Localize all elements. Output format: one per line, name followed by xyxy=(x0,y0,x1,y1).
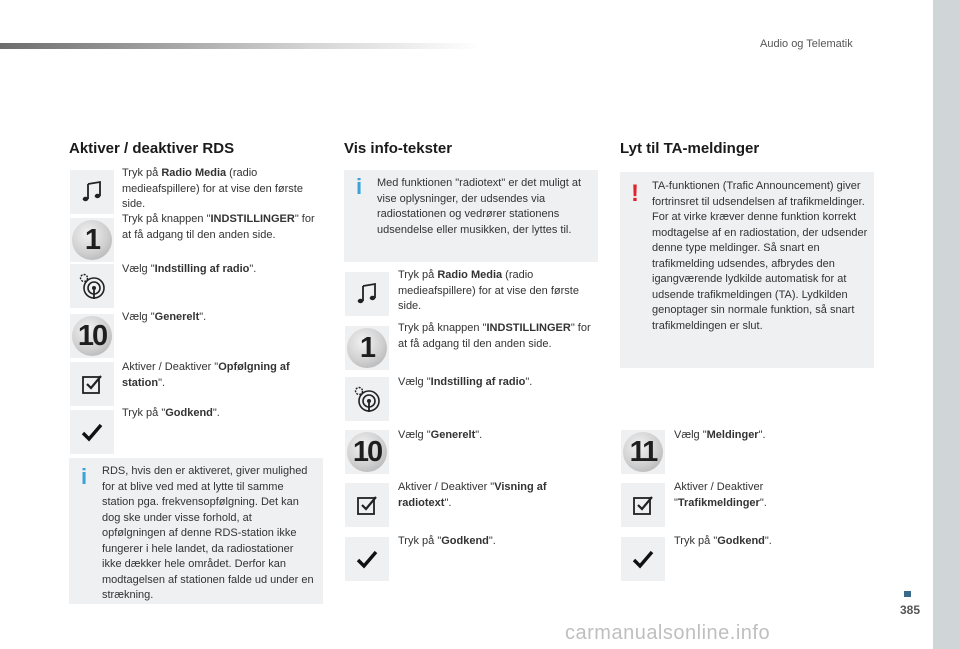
step-text: Vælg "Indstilling af radio". xyxy=(122,263,257,275)
step-text: Tryk på knappen "INDSTILLINGER" for at få adgang til den anden side. xyxy=(398,322,591,350)
step-text: Aktiver / Deaktiver "Opfølgning af station". xyxy=(122,361,290,389)
step-text: Tryk på "Godkend". xyxy=(398,535,496,547)
page-number: 385 xyxy=(900,603,921,617)
radio-icon-box xyxy=(70,264,114,308)
rds-info-note xyxy=(69,458,323,604)
radio-settings-icon xyxy=(77,271,107,301)
step-text: Tryk på Radio Media (radio medieafspillere) for at vise den første side. xyxy=(398,269,579,312)
info-icon: i xyxy=(356,174,363,199)
checkbox-icon xyxy=(631,493,655,517)
step-text: Vælg "Indstilling af radio". xyxy=(398,376,533,388)
step-text: Tryk på "Godkend". xyxy=(674,535,772,547)
step-text: Vælg "Generelt". xyxy=(398,429,483,441)
step-text: Vælg "Generelt". xyxy=(122,311,207,323)
music-icon-box xyxy=(70,170,114,214)
music-note-icon xyxy=(355,282,379,306)
ta-warning-note xyxy=(620,172,874,368)
watermark: carmanualsonline.info xyxy=(565,622,771,644)
checkbox-icon-box xyxy=(621,483,665,527)
checkbox-icon xyxy=(355,493,379,517)
info-icon: i xyxy=(81,464,88,489)
step-badge-10 xyxy=(345,430,389,474)
checkbox-icon-box xyxy=(345,483,389,527)
checkbox-icon xyxy=(80,372,104,396)
checkmark-icon xyxy=(355,547,379,571)
side-strip xyxy=(933,0,960,649)
step-number: 11 xyxy=(623,432,663,472)
step-text: Tryk på knappen "INDSTILLINGER" for at få adgang til den anden side. xyxy=(122,213,315,241)
step-number: 1 xyxy=(72,220,112,260)
check-icon-box xyxy=(345,537,389,581)
check-icon-box xyxy=(621,537,665,581)
note-text: TA-funktionen (Trafic Announcement) giver fortrinsret til udsendelsen af trafikmeldinger. For at virke kræver denne funktion korrekt modtagelse af en radiostation, der udsender denne type meldinger. Så snart en trafikmelding udsendes, afbrydes den igangværende lydkilde automatisk for at udsende trafikmeldingen (TA). Lydkilden genoptager sin normale funktion, så snart trafikmeldingen er slut. xyxy=(652,180,868,332)
note-text: RDS, hvis den er aktiveret, giver mulighed for at blive ved med at lytte til samme station pga. frekvensopfølgning. Det kan dog ske under visse forhold, at opfølgningen af denne RDS-station ikke fungerer i hele landet, da radiostationer ikke dækker hele området. Derfor kan modtagelsen af stationen falde ud under en strækning. xyxy=(102,465,314,601)
note-text: Med funktionen "radiotext" er det muligt at vise oplysninger, der udsendes via radiostationen og vedrører stationens udsendelse eller musikken, der lyttes til. xyxy=(377,177,582,236)
section-heading-ta: Lyt til TA-meldinger xyxy=(620,140,760,157)
step-number: 10 xyxy=(72,316,112,356)
step-badge-11 xyxy=(621,430,665,474)
step-text: Tryk på "Godkend". xyxy=(122,407,220,419)
step-number: 10 xyxy=(347,432,387,472)
checkmark-icon xyxy=(80,420,104,444)
step-text: Tryk på Radio Media (radio medieafspillere) for at vise den første side. xyxy=(122,167,303,210)
section-heading-rds: Aktiver / deaktiver RDS xyxy=(69,140,235,157)
radio-settings-icon xyxy=(352,384,382,414)
step-badge-10 xyxy=(70,314,114,358)
radio-icon-box xyxy=(345,377,389,421)
music-note-icon xyxy=(80,180,104,204)
checkbox-icon-box xyxy=(70,362,114,406)
step-text: Aktiver / Deaktiver "Trafikmeldinger". xyxy=(674,481,767,509)
step-text: Vælg "Meldinger". xyxy=(674,429,766,441)
chapter-title: Audio og Telematik xyxy=(760,38,853,50)
step-badge-1 xyxy=(70,218,114,262)
step-text: Aktiver / Deaktiver "Visning af radiotext". xyxy=(398,481,547,509)
step-number: 1 xyxy=(347,328,387,368)
check-icon-box xyxy=(70,410,114,454)
checkmark-icon xyxy=(631,547,655,571)
warning-icon: ! xyxy=(631,180,639,207)
page-marker-icon xyxy=(904,591,911,597)
header-gradient-bar xyxy=(0,43,480,49)
step-badge-1 xyxy=(345,326,389,370)
music-icon-box xyxy=(345,272,389,316)
radiotext-info-note xyxy=(344,170,598,262)
section-heading-info: Vis info-tekster xyxy=(344,140,453,157)
